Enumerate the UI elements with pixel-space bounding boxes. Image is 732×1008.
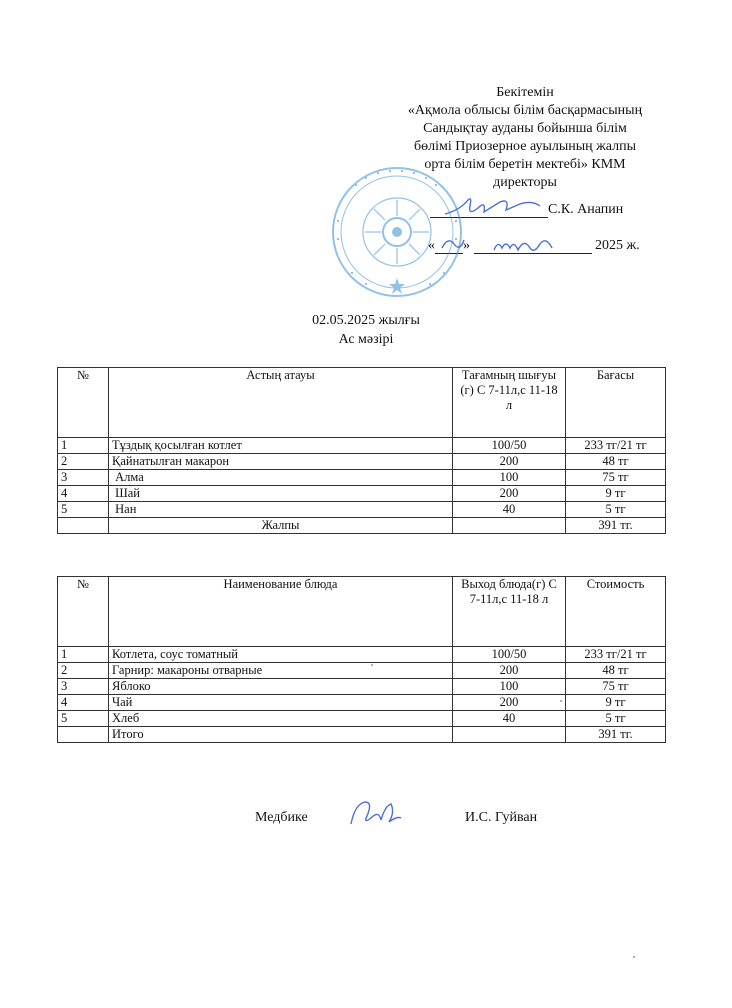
row-number: 4 bbox=[58, 486, 109, 502]
dish-yield: 100/50 bbox=[453, 438, 566, 454]
table-row bbox=[58, 663, 666, 679]
dish-price: 9 тг bbox=[566, 695, 666, 711]
approval-line: бөлімі Приозерное ауылының жалпы bbox=[413, 139, 637, 154]
dish-name: Хлеб bbox=[109, 711, 453, 727]
director-name: С.К. Анапин bbox=[548, 202, 624, 217]
dish-price: 48 тг bbox=[566, 454, 666, 470]
row-number: 5 bbox=[58, 711, 109, 727]
table-row bbox=[58, 502, 666, 518]
column-header-yield: Тағамның шығуы (г) С 7-11л,с 11-18 л bbox=[453, 368, 566, 438]
scan-speck bbox=[633, 956, 635, 958]
approval-line: орта білім беретін мектебі» КММ bbox=[424, 157, 626, 172]
column-header-number: № bbox=[58, 368, 109, 438]
dish-price: 5 тг bbox=[566, 711, 666, 727]
dish-name: Қайнатылған макарон bbox=[109, 454, 453, 470]
table-row bbox=[58, 454, 666, 470]
table-total-row bbox=[58, 518, 666, 534]
dish-price: 48 тг bbox=[566, 663, 666, 679]
dish-name: Чай bbox=[109, 695, 453, 711]
dish-price: 233 тг/21 тг bbox=[566, 438, 666, 454]
table-row bbox=[58, 470, 666, 486]
menu-table-kazakh bbox=[57, 367, 666, 534]
approval-date-year: 2025 ж. bbox=[595, 238, 640, 253]
dish-price: 9 тг bbox=[566, 486, 666, 502]
table-row bbox=[58, 486, 666, 502]
row-number: 5 bbox=[58, 502, 109, 518]
table-row bbox=[58, 711, 666, 727]
approval-date-line: « » 2025 ж. bbox=[428, 238, 640, 253]
row-number: 4 bbox=[58, 695, 109, 711]
dish-yield: 40 bbox=[453, 711, 566, 727]
dish-yield: 100 bbox=[453, 470, 566, 486]
nurse-name: И.С. Гуйван bbox=[465, 810, 538, 825]
total-label: Жалпы bbox=[109, 518, 453, 534]
dish-yield: 200 bbox=[453, 663, 566, 679]
dish-name: Тұздық қосылған котлет bbox=[109, 438, 453, 454]
dish-yield: 200 bbox=[453, 454, 566, 470]
table-row bbox=[58, 695, 666, 711]
dish-name: Шай bbox=[109, 486, 453, 502]
dish-yield: 200 bbox=[453, 486, 566, 502]
nurse-role: Медбике bbox=[255, 810, 308, 825]
total-label: Итого bbox=[109, 727, 453, 743]
handwritten-date bbox=[434, 230, 584, 258]
dish-name: Котлета, соус томатный bbox=[109, 647, 453, 663]
column-header-dish: Астың атауы bbox=[109, 368, 453, 438]
dish-yield: 200 bbox=[453, 695, 566, 711]
dish-price: 75 тг bbox=[566, 679, 666, 695]
table-header-row bbox=[58, 577, 666, 647]
dish-yield: 100 bbox=[453, 679, 566, 695]
column-header-price: Бағасы bbox=[566, 368, 666, 438]
approval-line: Сандықтау ауданы бойынша білім bbox=[423, 121, 627, 136]
dish-price: 5 тг bbox=[566, 502, 666, 518]
director-signature bbox=[440, 192, 550, 222]
dish-name: Яблоко bbox=[109, 679, 453, 695]
table-row bbox=[58, 679, 666, 695]
table-row bbox=[58, 438, 666, 454]
dish-price: 233 тг/21 тг bbox=[566, 647, 666, 663]
dish-name: Нан bbox=[109, 502, 453, 518]
table-row bbox=[58, 647, 666, 663]
dish-price: 75 тг bbox=[566, 470, 666, 486]
approval-line: Бекітемін bbox=[496, 85, 554, 100]
row-number: 1 bbox=[58, 647, 109, 663]
row-number: 3 bbox=[58, 470, 109, 486]
table-total-row bbox=[58, 727, 666, 743]
dish-name: Алма bbox=[109, 470, 453, 486]
menu-date: 02.05.2025 жылғы bbox=[312, 313, 420, 328]
row-number: 1 bbox=[58, 438, 109, 454]
menu-table-russian bbox=[57, 576, 666, 743]
table-header-row bbox=[58, 368, 666, 438]
menu-title: Ас мәзірі bbox=[338, 332, 394, 347]
column-header-number: № bbox=[58, 577, 109, 647]
column-header-dish: Наименование блюда bbox=[109, 577, 453, 647]
column-header-price: Стоимость bbox=[566, 577, 666, 647]
row-number: 3 bbox=[58, 679, 109, 695]
row-number: 2 bbox=[58, 663, 109, 679]
dish-yield: 100/50 bbox=[453, 647, 566, 663]
total-value: 391 тг. bbox=[566, 727, 666, 743]
scan-speck bbox=[371, 664, 373, 666]
row-number: 2 bbox=[58, 454, 109, 470]
approval-line: директоры bbox=[493, 175, 557, 190]
total-value: 391 тг. bbox=[566, 518, 666, 534]
nurse-signature bbox=[345, 796, 405, 832]
dish-yield: 40 bbox=[453, 502, 566, 518]
column-header-yield: Выход блюда(г) С 7-11л,с 11-18 л bbox=[453, 577, 566, 647]
approval-line: «Ақмола облысы білім басқармасының bbox=[407, 103, 643, 118]
scan-speck bbox=[560, 700, 562, 702]
dish-name: Гарнир: макароны отварные bbox=[109, 663, 453, 679]
